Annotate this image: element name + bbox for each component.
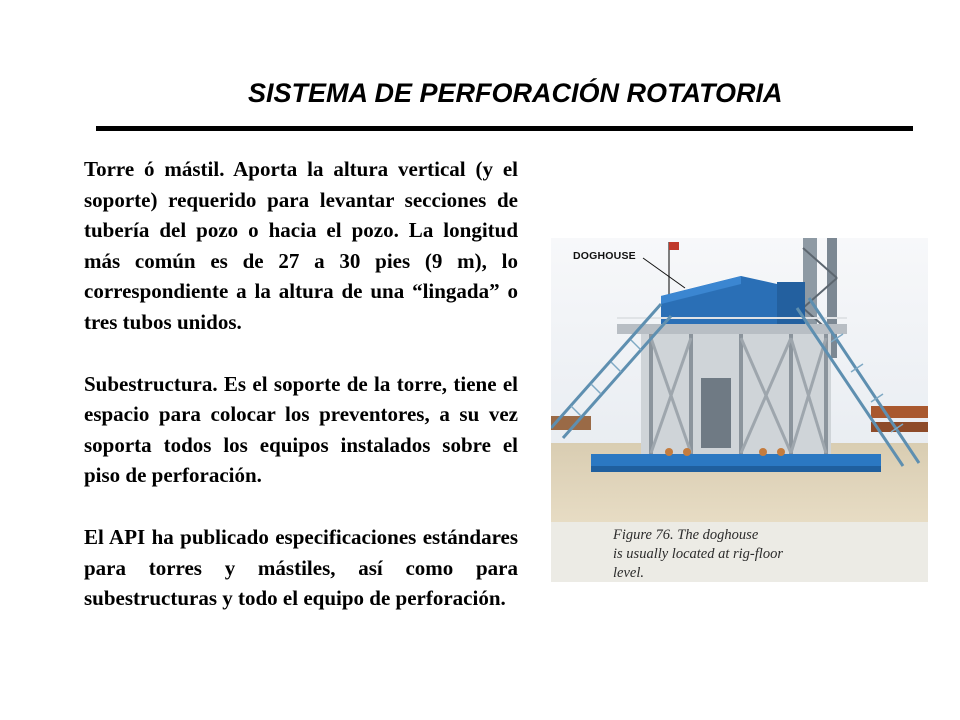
figure-caption [613, 526, 893, 582]
paragraph-mast: Torre ó mástil. Aporta la altura vertical (y el soporte) requerido para levantar secciones de tubería del pozo o hacia el pozo. La longitud más común es de 27 a 30 pies (9 m), lo correspondiente a la altura de una “lingada” o tres tubos unidos. [84, 157, 518, 334]
paragraph-api: El API ha publicado especificaciones estándares para torres y mástiles, así como para subestructuras y todo el equipo de perforación. [84, 524, 518, 611]
slide-title: SISTEMA DE PERFORACIÓN ROTATORIA [248, 78, 783, 108]
caption-line: is usually located at rig-floor [613, 546, 783, 562]
doghouse-label: DOGHOUSE [573, 250, 636, 262]
caption-line: level. [613, 565, 644, 581]
body-text [84, 154, 518, 614]
title-underline [96, 126, 913, 131]
caption-line: Figure 76. The doghouse [613, 527, 759, 543]
paragraph-substructure: Subestructura. Es el soporte de la torre, tiene el espacio para colocar los preventores, a su vez soporta todos los equipos instalados sobre el piso de perforación. [84, 371, 518, 488]
rig-photo [551, 238, 928, 582]
